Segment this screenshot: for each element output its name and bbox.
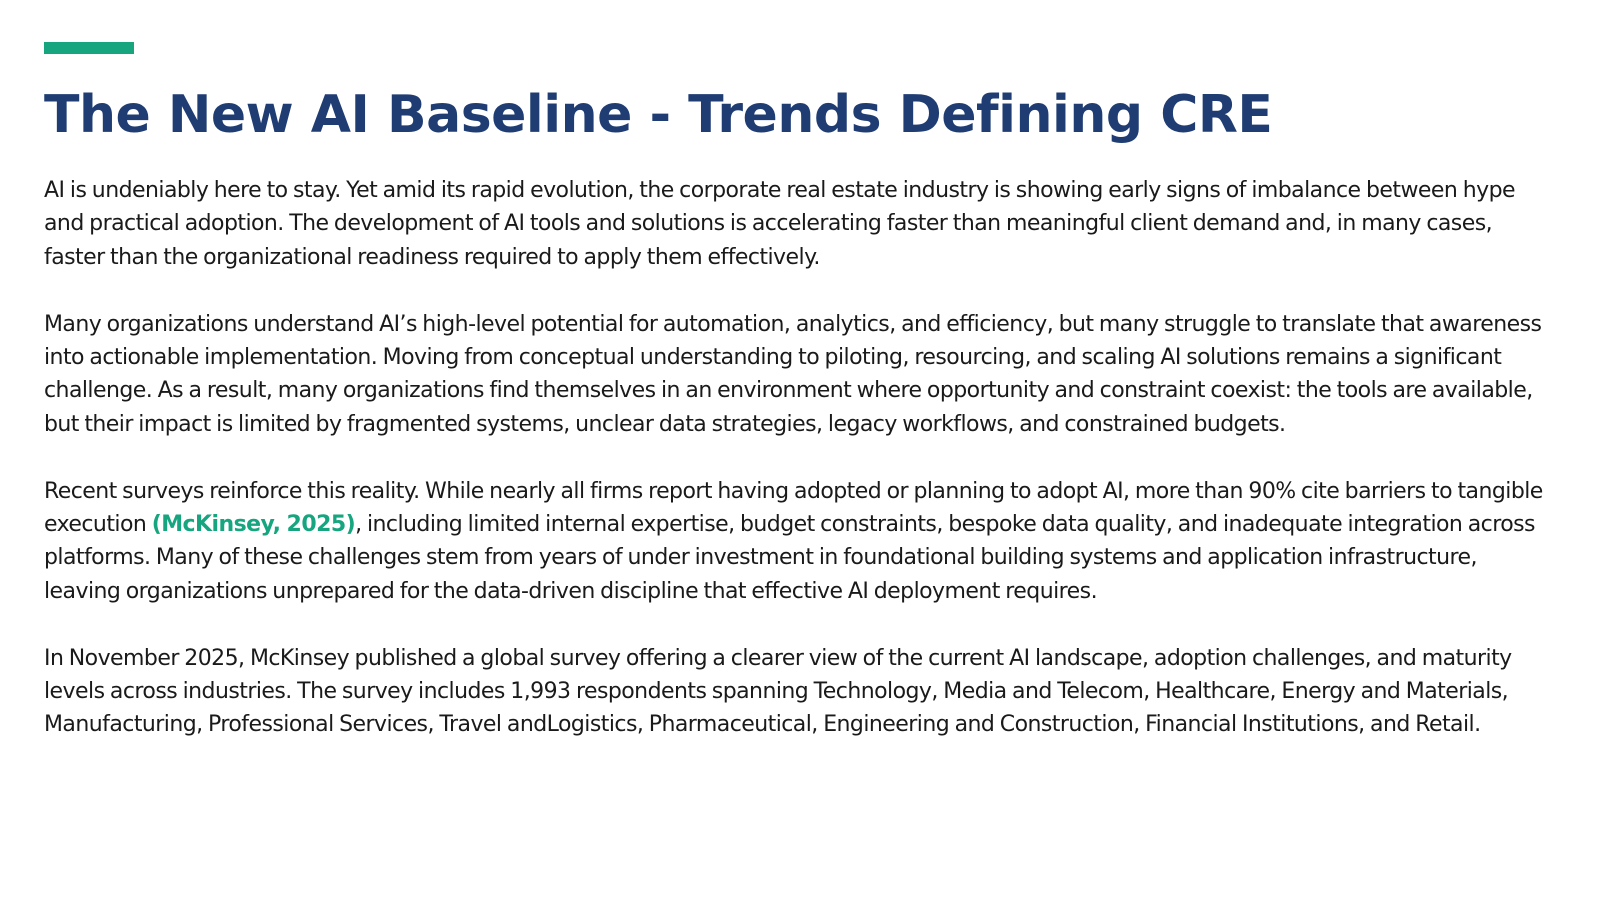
paragraph-intro: AI is undeniably here to stay. Yet amid its rapid evolution, the corporate real estate industry is showing early signs of imbalance between hype and practical adoption. The development of AI tools and solutions is accelerating faster than meaningful client demand and, in many cases, faster than the organizational readiness required to apply them effectively. <box>44 178 1515 270</box>
paragraph-adoption-gap: Many organizations understand AI’s high-level potential for automation, analytics, and efficiency, but many struggle to translate that awareness into actionable implementation. Moving from conceptual understanding to piloting, resourcing, and scaling AI solutions remains a significant challenge. As a result, many organizations find themselves in an environment where opportunity and constraint coexist: the tools are available, but their impact is limited by fragmented systems, unclear data strategies, legacy workflows, and constrained budgets. <box>44 311 1542 437</box>
paragraph-survey-barriers <box>44 475 1544 609</box>
accent-bar <box>44 42 134 54</box>
paragraph-mckinsey-survey: In November 2025, McKinsey published a global survey offering a clearer view of the current AI landscape, adoption challenges, and maturity levels across industries. The survey includes 1,993 respondents spanning Technology, Media and Telecom, Healthcare, Energy and Materials, Manufacturing, Professional Services, Travel andLogistics, Pharmaceutical, Engineering and Construction, Financial Institutions, and Retail. <box>44 645 1512 738</box>
page-title: The New AI Baseline - Trends Defining CRE <box>44 85 1273 145</box>
paragraph-text-before-citation: Recent surveys reinforce this reality. While nearly all firms report having adopted or planning to adopt AI, more than 90% cite barriers to tangible execution <box>44 478 1543 538</box>
citation-link[interactable]: (McKinsey, 2025) <box>151 512 356 538</box>
paragraph-text-after-citation: , including limited internal expertise, budget constraints, bespoke data quality, and inadequate integration across platforms. Many of these challenges stem from years of under investment in foundational building systems and application infrastructure, leaving organizations unprepared for the data-driven discipline that effective AI deployment requires. <box>44 512 1535 604</box>
body-text <box>44 174 1544 775</box>
slide-page <box>44 0 1554 900</box>
